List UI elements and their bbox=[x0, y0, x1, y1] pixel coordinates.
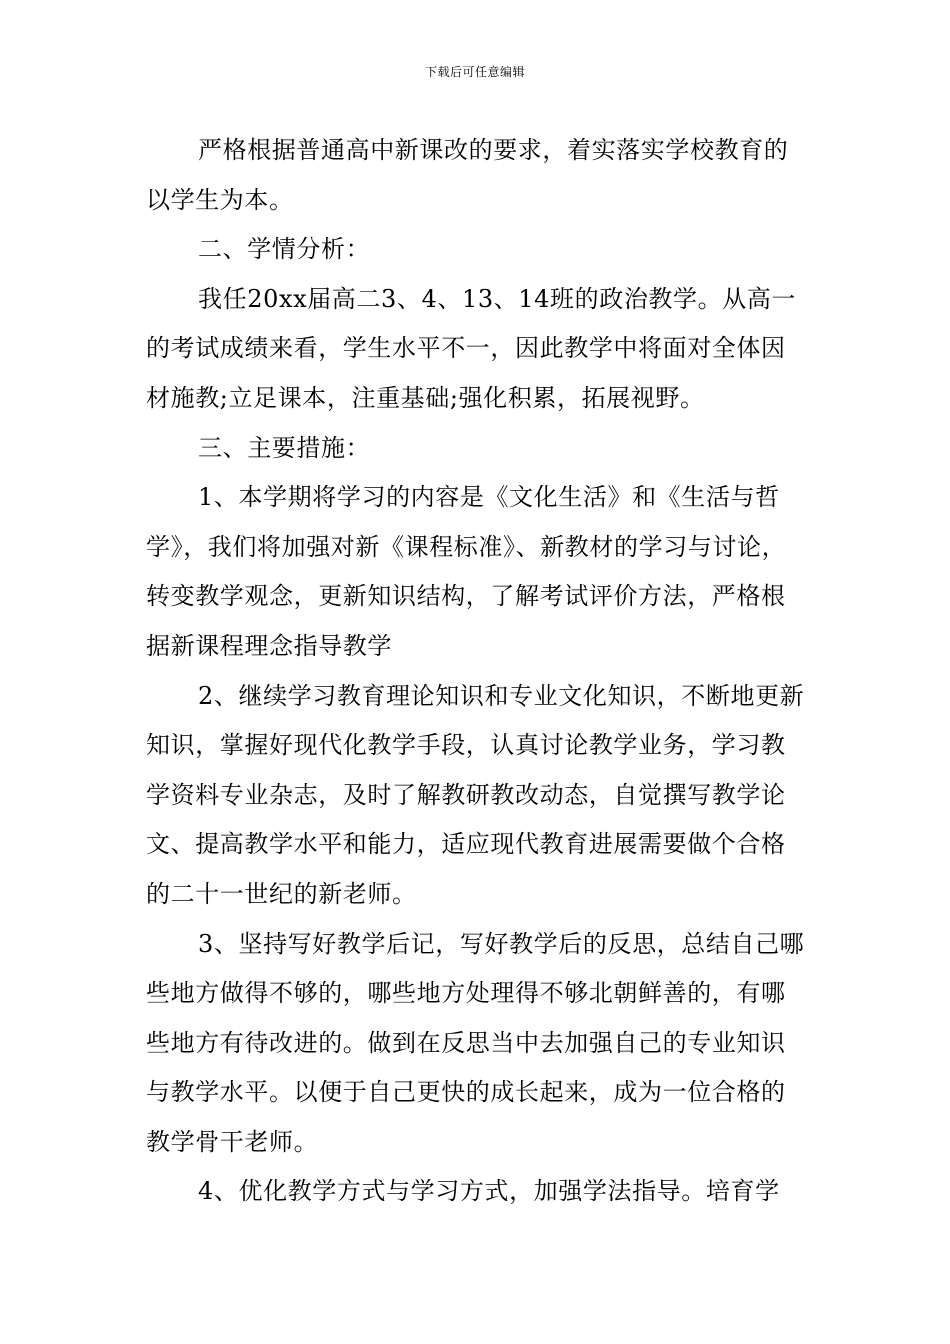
document-body bbox=[146, 126, 810, 1217]
paragraph-measure-4: 4、优化教学方式与学习方式，加强学法指导。培育学 bbox=[198, 1177, 780, 1206]
paragraph-measure-3: 3、坚持写好教学后记，写好教学后的反思，总结自己哪些地方做得不够的，哪些地方处理得不够北朝鲜善的，有哪些地方有待改进的。做到在反思当中去加强自己的专业知识与教学水平。以便于自己更快的成长起来，成为一位合格的教学骨干老师。 bbox=[146, 929, 805, 1156]
section-heading-main-measures: 三、主要措施： bbox=[198, 433, 371, 462]
paragraph-measure-2: 2、继续学习教育理论知识和专业文化知识，不断地更新知识，掌握好现代化教学手段，认真讨论教学业务，学习教学资料专业杂志，及时了解教研教改动态，自觉撰写教学论文、提高教学水平和能力，适应现代教育进展需要做个合格的二十一世纪的新老师。 bbox=[146, 681, 805, 908]
paragraph-student-analysis: 我任20xx届高二3、4、13、14班的政治教学。从高一的考试成绩来看，学生水平不一，因此教学中将面对全体因材施教;立足课本，注重基础;强化积累，拓展视野。 bbox=[146, 284, 797, 412]
paragraph-measure-1: 1、本学期将学习的内容是《文化生活》和《生活与哲学》，我们将加强对新《课程标准》、新教材的学习与讨论，转变教学观念，更新知识结构，了解考试评价方法，严格根据新课程理念指导教学 bbox=[146, 483, 787, 660]
page-header-note: 下载后可任意编辑 bbox=[424, 65, 525, 79]
paragraph-intro-continuation: 严格根据普通高中新课改的要求，着实落实学校教育的以学生为本。 bbox=[146, 136, 789, 214]
section-heading-student-analysis: 二、学情分析： bbox=[198, 235, 371, 264]
